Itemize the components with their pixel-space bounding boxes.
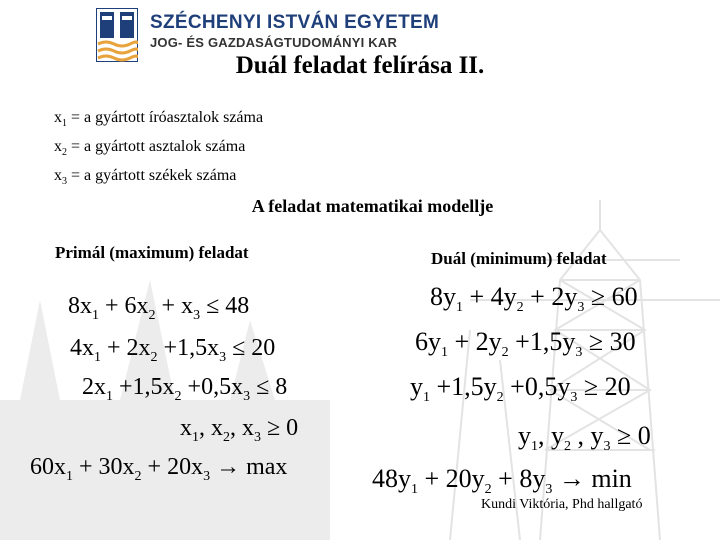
slide-title: Duál feladat felírása II. — [235, 52, 485, 79]
primal-constraint-3: $2x_1 +1,5x_2 +0,5x_3 \le 8$ — [82, 374, 288, 404]
dual-constraint-2: $6y_1 + 2y_2 +1,5y_3 \ge 30$ — [415, 327, 636, 361]
dual-nonnegativity: $y_1$, $y_2$ , $y_3 \ge 0$ — [518, 421, 651, 455]
model-subtitle: A feladat matematikai modellje — [251, 196, 494, 216]
university-name: SZÉCHENYI ISTVÁN EGYETEM — [150, 12, 440, 33]
primal-constraint-1: $8x_1 + 6x_2 + x_3 \le 48$ — [68, 293, 250, 323]
variable-definition-1: $x_1 = a$ gyártott íróasztalok száma — [54, 109, 264, 130]
primal-nonnegativity: $x_1$, $x_2$, $x_3 \ge 0$ — [180, 415, 299, 445]
primal-objective: $60x_1 + 30x_2 + 20x_3 \to \max$ — [30, 454, 288, 484]
dual-heading: Duál (minimum) feladat — [431, 249, 607, 268]
dual-constraint-1: $8y_1 + 4y_2 + 2y_3 \ge 60$ — [430, 282, 638, 316]
dual-objective: $48y_1 + 20y_2 + 8y_3 \to \min$ — [372, 464, 632, 498]
dual-constraint-3: $y_1 +1,5y_2 +0,5y_3 \ge 20$ — [410, 372, 631, 406]
primal-constraint-2: $4x_1 + 2x_2 +1,5x_3 \le 20$ — [70, 335, 276, 365]
variable-definition-2: $x_2 = a$ gyártott asztalok száma — [54, 138, 246, 159]
faculty-name: JOG- ÉS GAZDASÁGTUDOMÁNYI KAR — [150, 35, 398, 50]
variable-definition-3: $x_3 = a$ gyártott székek száma — [54, 167, 237, 188]
variable-definitions — [54, 106, 263, 194]
author-credit: Kundi Viktória, Phd hallgató — [481, 497, 643, 512]
primal-heading: Primál (maximum) feladat — [55, 243, 249, 262]
